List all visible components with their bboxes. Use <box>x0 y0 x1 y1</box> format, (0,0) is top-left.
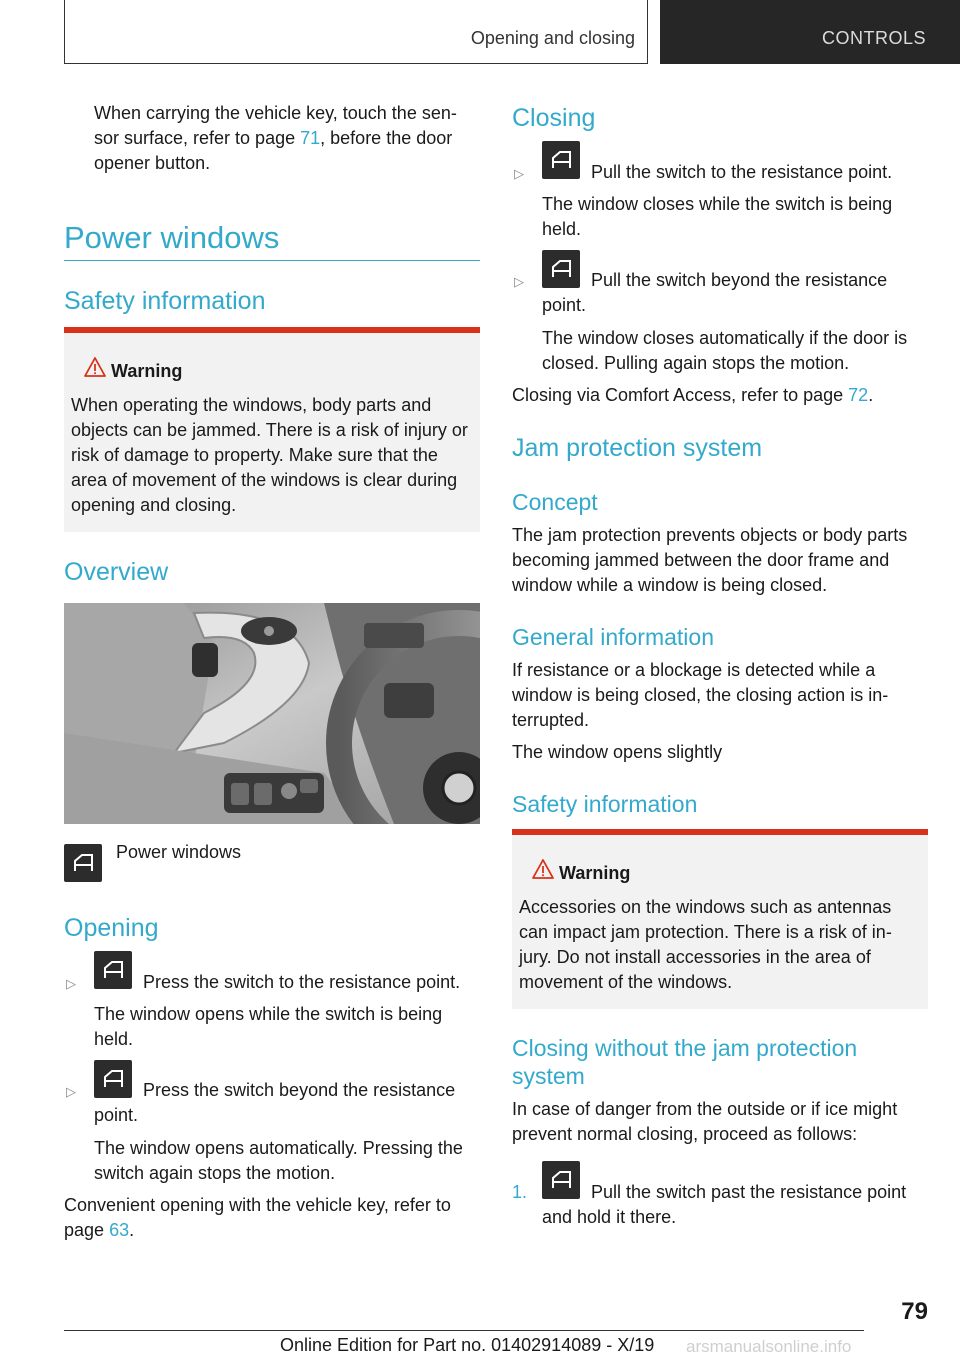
window-switch-icon <box>542 141 580 179</box>
icon-caption: Power windows <box>116 842 242 862</box>
close-item2-text: Pull the switch beyond the resistance <box>591 270 888 290</box>
header-section-box <box>64 0 648 64</box>
open-item1-text: Press the switch to the resistance point. <box>143 972 461 992</box>
closing-without-jam-text: In case of danger from the outside or if ice might prevent normal closing, proceed as follows: <box>512 1099 898 1144</box>
warning-box <box>64 327 480 532</box>
header-section-title: Opening and closing <box>470 28 635 48</box>
window-switch-icon <box>64 844 102 882</box>
general-information-text2: The window opens slightly <box>512 742 723 762</box>
footer-rule <box>64 1330 864 1331</box>
page-number: 79 <box>901 1298 928 1325</box>
jam-protection-heading: Jam protection system <box>512 434 763 462</box>
concept-heading: Concept <box>512 489 598 515</box>
step1-text: Pull the switch past the resistance point and hold it there. <box>542 1182 907 1227</box>
step-number-1: 1. <box>512 1182 528 1202</box>
window-switch-icon <box>542 250 580 288</box>
open-item2-sub: The window opens automatically. Pressing the switch again stops the motion. <box>94 1138 463 1183</box>
comfort-access-text: Closing via Comfort Access, refer to page 72. <box>512 385 874 405</box>
opening-heading: Opening <box>64 914 159 942</box>
general-information-heading: General information <box>512 624 714 650</box>
warning-heading: Warning <box>111 361 183 381</box>
open-item1-sub: The window opens while the switch is being held. <box>94 1004 443 1049</box>
page-link-63[interactable]: 63 <box>109 1220 130 1240</box>
close-item2-cont: point. <box>542 295 587 315</box>
safety-information-heading: Safety information <box>64 287 266 315</box>
window-switch-icon <box>94 1060 132 1098</box>
open-item2-text: Press the switch beyond the resistance <box>143 1080 456 1100</box>
warning-text: When operating the windows, body parts and objects can be jammed. There is a risk of injury or risk of damage to property. Make sure that the area of movement of the windows is clear during opening and closing. <box>71 395 468 515</box>
concept-text: The jam protection prevents objects or body parts becoming jammed between the door frame and window while a window is being closed. <box>512 525 908 595</box>
bullet-icon: ▷ <box>514 166 524 181</box>
close-item1-sub: The window closes while the switch is being held. <box>542 194 893 239</box>
general-information-text: If resistance or a blockage is detected while a window is being closed, the closing action is in-terrupted. <box>512 660 889 730</box>
closing-heading: Closing <box>512 104 596 132</box>
intro-paragraph: When carrying the vehicle key, touch the sen- sor surface, refer to page 71, before the door opener button. <box>94 103 457 173</box>
warning-triangle-icon <box>84 357 106 377</box>
close-item1-text: Pull the switch to the resistance point. <box>591 162 893 182</box>
header-chapter-title: CONTROLS <box>822 28 927 48</box>
window-switch-icon <box>94 951 132 989</box>
warning-text-2: Accessories on the windows such as antennas can impact jam protection. There is a risk of in-jury. Do not install accessories in the area of movement of the windows. <box>519 897 892 992</box>
power-windows-heading: Power windows <box>64 220 280 255</box>
bullet-icon: ▷ <box>514 274 524 289</box>
bullet-icon: ▷ <box>66 976 76 991</box>
close-item2-sub: The window closes automatically if the door is closed. Pulling again stops the motion. <box>542 328 908 373</box>
closing-without-jam-heading: Closing without the jam protection system <box>512 1035 858 1089</box>
footer-edition: Online Edition for Part no. 01402914089 - X/19 <box>280 1335 655 1355</box>
watermark: arsmanualsonline.info <box>686 1337 852 1356</box>
overview-heading: Overview <box>64 558 169 586</box>
header-chapter-box <box>660 0 960 64</box>
warning-triangle-icon <box>532 859 554 879</box>
safety-information-heading-2: Safety information <box>512 791 698 817</box>
open-item2-cont: point. <box>94 1105 139 1125</box>
warning-heading-2: Warning <box>559 863 631 883</box>
convenient-opening-text: Convenient opening with the vehicle key, refer to page 63. <box>64 1195 451 1240</box>
heading-rule <box>64 260 480 261</box>
warning-box-2 <box>512 829 928 1009</box>
page-link-71[interactable]: 71 <box>300 128 321 148</box>
door-panel-photo <box>64 603 480 824</box>
bullet-icon: ▷ <box>66 1084 76 1099</box>
page-link-72[interactable]: 72 <box>848 385 869 405</box>
